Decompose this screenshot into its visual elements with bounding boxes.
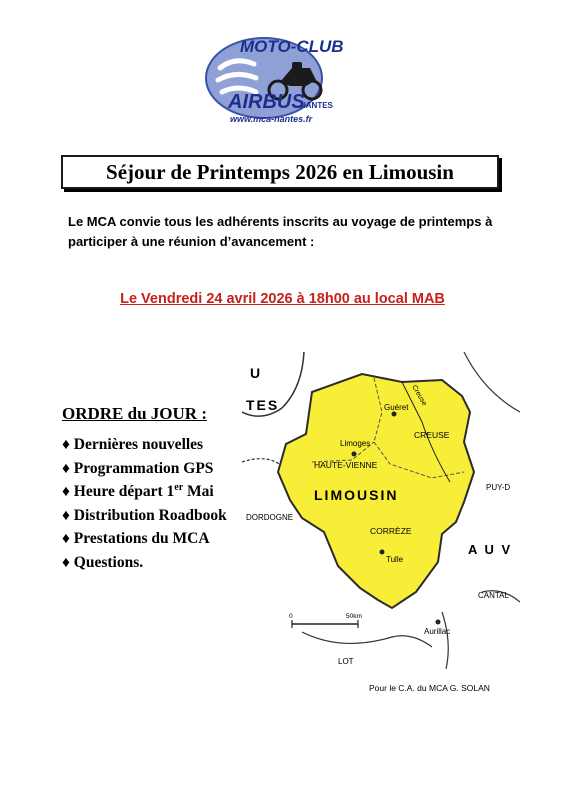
agenda-item-superscript: er <box>174 481 184 493</box>
outside-u: U <box>250 365 261 381</box>
city-limoges: Limoges <box>340 439 371 448</box>
river-label: Creuse <box>410 384 428 408</box>
city-aurillac: Aurillac <box>424 627 451 636</box>
diamond-bullet-icon: ♦ <box>62 436 70 453</box>
diamond-bullet-icon: ♦ <box>62 506 70 524</box>
agenda-item <box>62 457 227 481</box>
meeting-date: Le Vendredi 24 avril 2026 à 18h00 au local MAB <box>120 291 445 307</box>
title-box <box>61 155 499 189</box>
agenda-item-text: Prestations du MCA <box>73 530 210 547</box>
agenda-item-text: Questions. <box>73 553 144 571</box>
outside-auvergne: A U V <box>468 542 513 557</box>
city-gueret: Guéret <box>384 403 409 412</box>
limousin-map <box>242 352 520 669</box>
meeting-date-line <box>0 291 565 307</box>
region-label: LIMOUSIN <box>314 487 399 503</box>
outside-tes: TES <box>246 397 280 413</box>
logo-city: NANTES <box>300 101 333 110</box>
agenda-list <box>62 433 227 574</box>
outside-puy-d: PUY-D <box>486 483 511 492</box>
agenda-item <box>62 480 227 504</box>
scale-end: 50km <box>346 613 362 620</box>
agenda-item <box>62 504 227 528</box>
logo-url: www.mca-nantes.fr <box>230 114 313 124</box>
department-creuse: CREUSE <box>414 430 450 440</box>
logo-top-text: MOTO-CLUB <box>240 37 344 56</box>
diamond-bullet-icon: ♦ <box>62 553 70 571</box>
intro-text: Le MCA convie tous les adhérents inscrits au voyage de printemps à participer à une réunion d’avancement : <box>68 214 493 249</box>
department-correze: CORRÈZE <box>370 526 412 536</box>
signature: Pour le C.A. du MCA G. SOLAN <box>369 683 490 693</box>
logo-brand: AIRBUS <box>228 91 305 113</box>
outside-dordogne: DORDOGNE <box>246 513 294 522</box>
page-title: Séjour de Printemps 2026 en Limousin <box>106 159 454 184</box>
diamond-bullet-icon: ♦ <box>62 483 70 500</box>
outside-cantal: CANTAL <box>478 591 509 600</box>
agenda-item <box>62 551 227 575</box>
agenda-item <box>62 433 227 457</box>
moto-club-logo <box>200 28 360 128</box>
agenda-title: ORDRE du JOUR : <box>62 404 207 423</box>
scale-start: 0 <box>289 613 293 620</box>
agenda-item-text: Heure départ 1 <box>73 483 175 500</box>
diamond-bullet-icon: ♦ <box>62 459 70 477</box>
agenda-item-text: Dernières nouvelles <box>73 436 204 453</box>
outside-lot: LOT <box>338 657 354 666</box>
diamond-bullet-icon: ♦ <box>62 530 70 547</box>
agenda-item-text: Mai <box>183 483 214 500</box>
agenda-item <box>62 527 227 551</box>
agenda-item-text: Programmation GPS <box>73 459 214 477</box>
city-tulle: Tulle <box>386 555 404 564</box>
agenda-item-text: Distribution Roadbook <box>73 506 227 524</box>
department-haute-vienne: HAUTE-VIENNE <box>314 460 378 470</box>
